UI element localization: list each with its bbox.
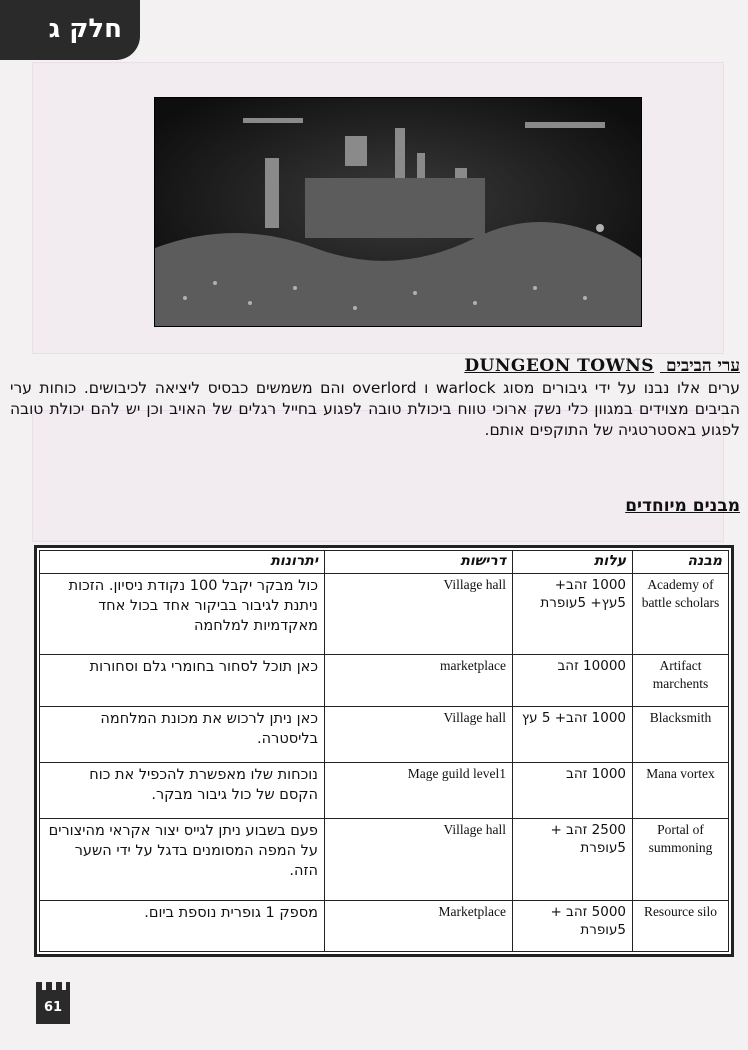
section-title-hebrew: ערי הביבים [665, 356, 740, 376]
building-cost: 2500 זהב + 5עופרת [513, 819, 633, 900]
table-row [40, 819, 729, 900]
building-requirements: Village hall [325, 819, 513, 900]
building-name: Portal of summoning [633, 819, 729, 900]
building-requirements: Marketplace [325, 900, 513, 951]
building-cost: 1000 זהב+ 5 עץ [513, 706, 633, 762]
building-requirements: marketplace [325, 655, 513, 706]
table-row [40, 900, 729, 951]
building-advantages: פעם בשבוע ניתן לגייס יצור אקראי מהיצורים על המפה המסומנים בדגל על ידי השער הזה. [40, 819, 325, 900]
header-requirements: דרישות [325, 551, 513, 574]
building-requirements: Village hall [325, 706, 513, 762]
part-tab [0, 0, 140, 60]
section-title [464, 356, 740, 376]
header-cost: עלות [513, 551, 633, 574]
building-advantages: כול מבקר יקבל 100 נקודת ניסיון. הזכות ניתנת לגיבור בביקור אחד בכול אחד מאקדמיות למלחמה [40, 574, 325, 655]
dungeon-town-image [154, 97, 642, 327]
table-header-row [40, 551, 729, 574]
page-number: 61 [43, 1000, 63, 1015]
table-row [40, 762, 729, 818]
building-name: Academy of battle scholars [633, 574, 729, 655]
building-requirements: Village hall [325, 574, 513, 655]
building-advantages: כאן ניתן לרכוש את מכונת המלחמה בליסטרה. [40, 706, 325, 762]
building-name: Artifact marchents [633, 655, 729, 706]
building-cost: 5000 זהב + 5עופרת [513, 900, 633, 951]
building-cost: 1000 זהב [513, 762, 633, 818]
building-advantages: מספק 1 גופרית נוספת ביום. [40, 900, 325, 951]
special-buildings-table-frame [34, 545, 734, 957]
building-advantages: כאן תוכל לסחור בחומרי גלם וסחורות [40, 655, 325, 706]
table-row [40, 706, 729, 762]
building-advantages: נוכחות שלו מאפשרת להכפיל את כוח הקסם של כול גיבור מבקר. [40, 762, 325, 818]
table-row [40, 574, 729, 655]
building-name: Mana vortex [633, 762, 729, 818]
special-buildings-table [39, 550, 729, 952]
special-buildings-title: מבנים מיוחדים [625, 496, 740, 516]
header-building: מבנה [633, 551, 729, 574]
building-requirements: Mage guild level1 [325, 762, 513, 818]
intro-paragraph: ערים אלו נבנו על ידי גיבורים מסוג warlock ו overlord והם משמשים כבסיס ליציאה לכיבושים. כוחות ערי הביבים מצוידים במגוון כלי נשק ארוכי טווח ביכולת טובה לפגוע בחייל רגלים של האויב וכן יש להם יכולת טובה לפגוע באסטרטגיה של התוקפים אותם. [10, 379, 740, 439]
building-cost: 10000 זהב [513, 655, 633, 706]
dungeon-town-illustration [155, 98, 641, 326]
page-number-castle-icon [36, 990, 70, 1024]
table-row [40, 655, 729, 706]
part-label: חלק ג [48, 14, 122, 44]
building-cost: 1000 זהב+ 5עץ+ 5עופרת [513, 574, 633, 655]
section-title-english: DUNGEON TOWNS [464, 356, 655, 376]
building-name: Resource silo [633, 900, 729, 951]
header-advantages: יתרונות [40, 551, 325, 574]
building-name: Blacksmith [633, 706, 729, 762]
